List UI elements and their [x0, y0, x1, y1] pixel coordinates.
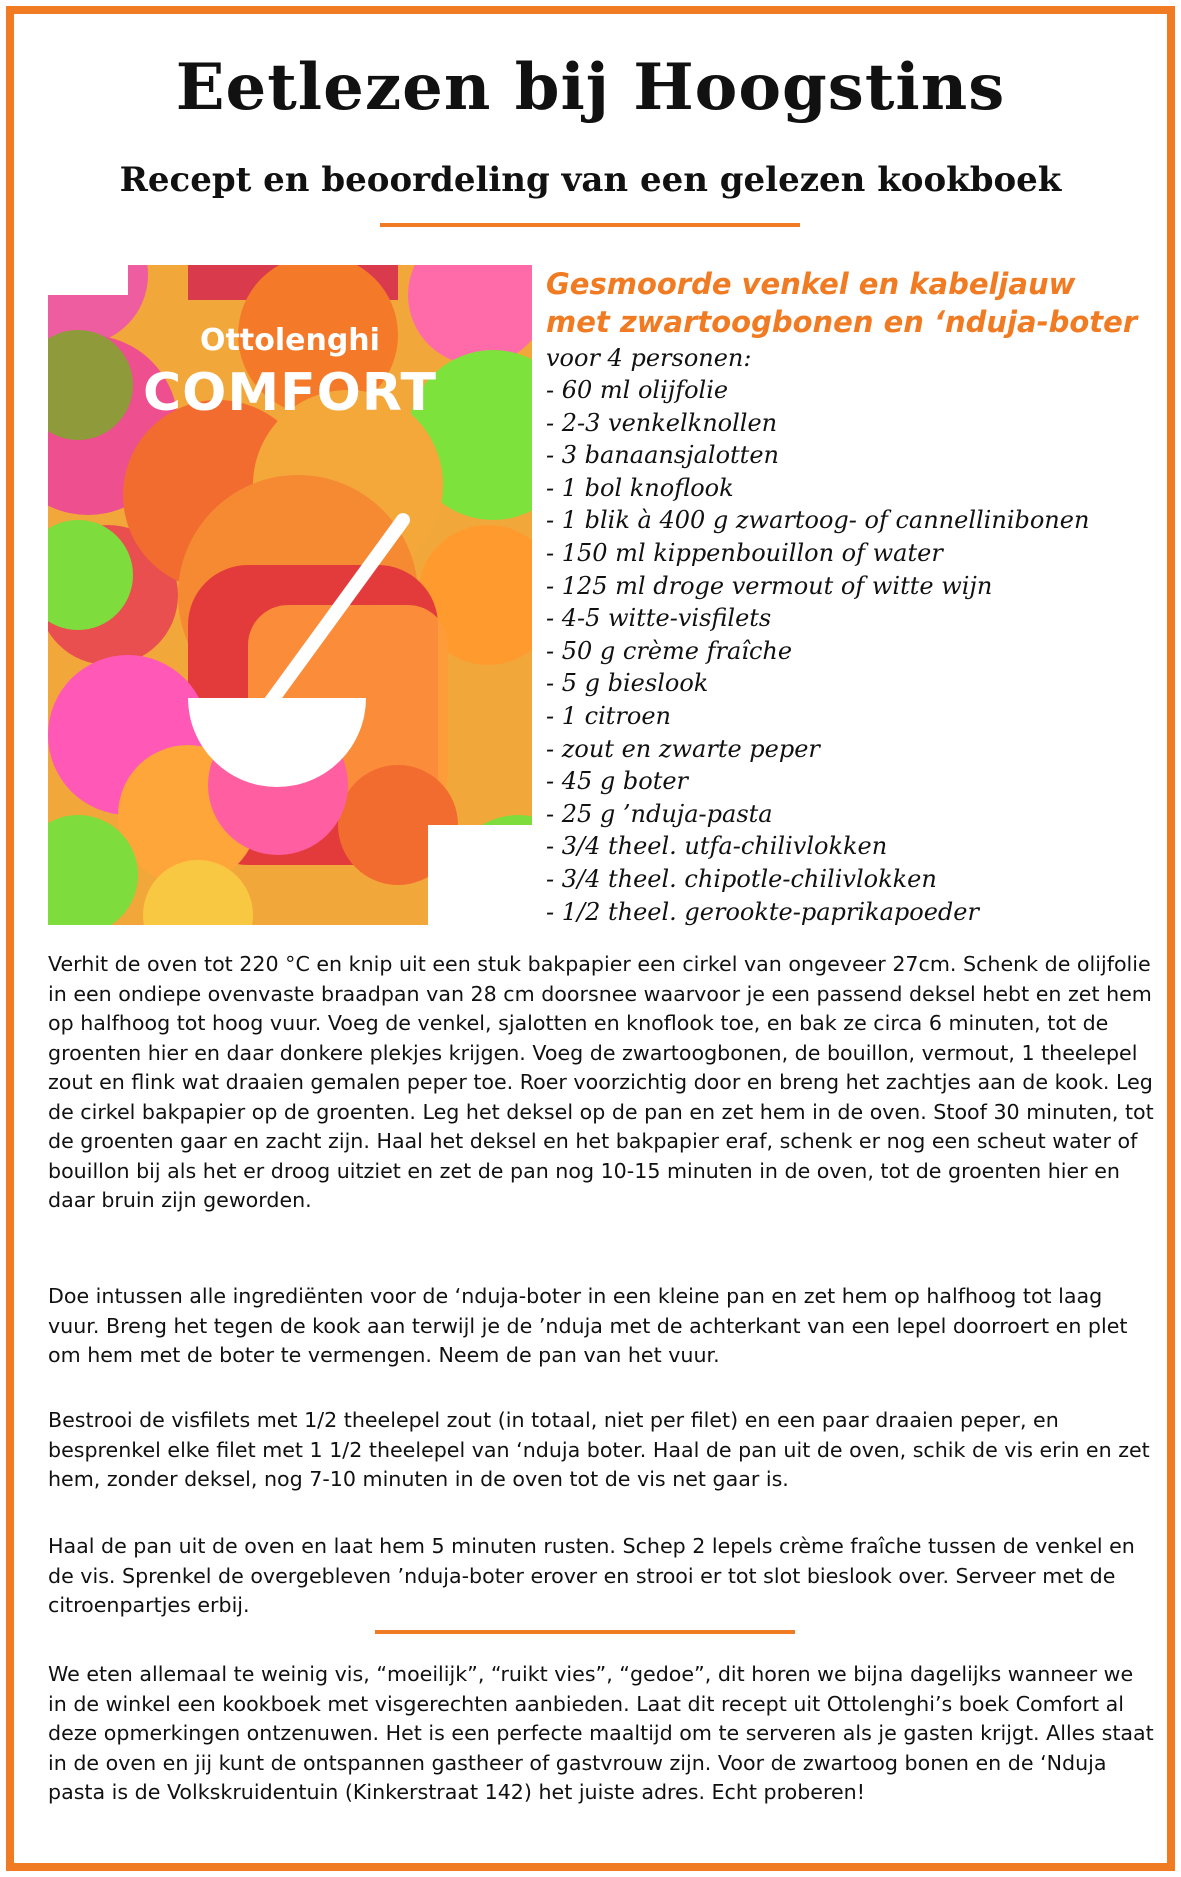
ingredient-item: - 1 citroen — [546, 701, 671, 730]
ingredient-item: - 125 ml droge vermout of witte wijn — [546, 571, 993, 600]
book-cover — [48, 265, 532, 925]
ingredient-item: - 5 g bieslook — [546, 669, 709, 698]
book-cover-title: COMFORT — [142, 363, 437, 423]
recipe-title-line1: Gesmoorde venkel en kabeljauw — [546, 267, 1076, 301]
recipe-step-3: Bestrooi de visfilets met 1/2 theelepel zout (in totaal, niet per filet) en een paar draaien peper, en besprenkel elke filet met 1 1/2 theelepel van ‘nduja boter. Haal de pan uit de oven, schik de vis erin en zet hem, zonder deksel, nog 7-10 minuten in de oven tot de vis net gaar is. — [48, 1408, 1150, 1491]
ingredient-item: - 45 g boter — [546, 767, 689, 796]
ingredient-item: - 3/4 theel. chipotle-chilivlokken — [546, 864, 937, 893]
divider-bottom — [375, 1630, 795, 1634]
ingredient-item: - 60 ml olijfolie — [546, 376, 729, 404]
ingredient-item: - 150 ml kippenbouillon of water — [546, 538, 943, 567]
recipe-step-4: Haal de pan uit de oven en laat hem 5 minuten rusten. Schep 2 lepels crème fraîche tussen de venkel en de vis. Sprenkel de overgebleven ’nduja-boter erover en strooi er tot slot bieslook over. Serveer met de citroenpartjes erbij. — [48, 1534, 1135, 1617]
recipe-step-1: Verhit de oven tot 220 °C en knip uit een stuk bakpapier een cirkel van ongeveer 27cm. Schenk de olijfolie in een ondiepe ovenvaste braadpan van 28 cm doorsnee waarvoor je een passend deksel hebt en zet hem op halfhoog tot hoog vuur. Voeg de venkel, sjalotten en knoflook toe, en bak ze circa 6 minuten, tot de groenten hier en daar donkere plekjes krijgen. Voeg de zwartoogbonen, de bouillon, vermout, 1 theelepel zout en flink wat draaien gemalen peper toe. Roer voorzichtig door en breng het zachtjes aan de kook. Leg de cirkel bakpapier op de groenten. Leg het deksel op de pan en zet hem in de oven. Stoof 30 minuten, tot de groenten gaar en zacht zijn. Haal het deksel en het bakpapier eraf, schenk er nog een scheut water of bouillon bij als het er droog uitziet en zet de pan nog 10-15 minuten in de oven, tot de groenten hier en daar bruin zijn geworden. — [48, 952, 1154, 1212]
page-subtitle: Recept en beoordeling van een gelezen kookboek — [119, 160, 1062, 200]
recipe-step-2: Doe intussen alle ingrediënten voor de ‘nduja-boter in een kleine pan en zet hem op halfhoog tot laag vuur. Breng het tegen de kook aan terwijl je de ’nduja met de achterkant van een lepel doorroert en plet om hem met de boter te vermengen. Neem de pan van het vuur. — [48, 1284, 1128, 1367]
recipe-title-line2: met zwartoogbonen en ‘nduja-boter — [546, 305, 1138, 339]
book-cover-author: Ottolenghi — [200, 323, 380, 358]
ingredient-item: - zout en zwarte peper — [546, 734, 820, 763]
book-review: We eten allemaal te weinig vis, “moeilijk”, “ruikt vies”, “gedoe”, dit horen we bijna dagelijks wanneer we in de winkel een kookboek met visgerechten aanbieden. Laat dit recept uit Ottolenghi’s boek Comfort al deze opmerkingen ontzenuwen. Het is een perfecte maaltijd om te serveren als je gasten krijgt. Alles staat in de oven en jij kunt de ontspannen gastheer of gastvrouw zijn. Voor de zwartoog bonen en de ‘Nduja pasta is de Volkskruidentuin (Kinkerstraat 142) het juiste adres. Echt proberen! — [48, 1662, 1154, 1804]
ingredient-item: - 3/4 theel. utfa-chilivlokken — [546, 832, 888, 861]
ingredient-list — [546, 374, 1166, 928]
ingredient-item: - 1 blik à 400 g zwartoog- of cannellinibonen — [546, 506, 1090, 535]
recipe-servings: voor 4 personen: — [546, 344, 752, 372]
divider-top — [380, 223, 800, 227]
ingredient-item: - 1/2 theel. gerookte-paprikapoeder — [546, 897, 979, 926]
recipe-title — [546, 265, 1166, 341]
ingredient-item: - 3 banaansjalotten — [546, 441, 779, 470]
ingredient-item: - 2-3 venkelknollen — [546, 408, 778, 437]
ingredient-item: - 50 g crème fraîche — [546, 636, 793, 665]
ingredient-item: - 4-5 witte-visfilets — [546, 604, 772, 633]
ingredient-item: - 1 bol knoflook — [546, 473, 734, 502]
ingredient-item: - 25 g ’nduja-pasta — [546, 799, 773, 828]
page-title: Eetlezen bij Hoogstins — [175, 50, 1006, 125]
